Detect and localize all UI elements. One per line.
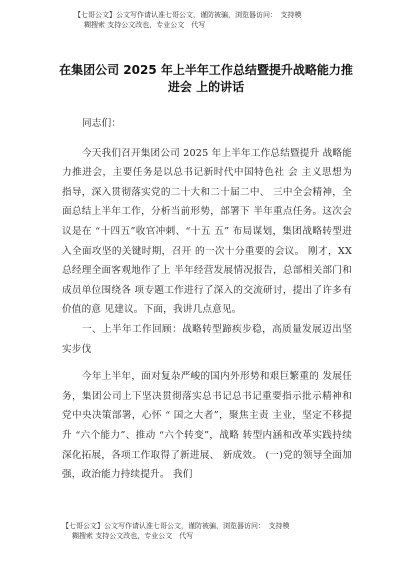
paragraph-intro: 今天我们召开集团公司 2025 年上半年工作总结暨提升 战略能力推进会，主要任务是以总书记新时代中国特色社 会 主义思想为指导，深入贯彻落实党的二十大和二十届二中、 三中全会精神，全面总结上半年工作，分析当前形势，部署下 半年重点任务。这次会议是在 “十四五”收官冲刺、“十五 五” 布局谋划，集团战略转型进入全面攻坚的关键时期，召开 的一次十分重要的会议。 刚才，XX 总经理全面客观地作了上 半年经营发展情况报告，总部相关部门和成员单位围绕各 项专题工作进行了深入的交流研讨，提出了许多有价值的意 见建议。下面，我讲几点意见。 bbox=[62, 147, 353, 316]
page-header bbox=[74, 10, 374, 30]
footer-line-1: 【七哥公文】公文写作请认准七哥公文，谨防被骗，浏览器访问： 支持模 bbox=[62, 522, 290, 530]
footer-line-2: 糊搜索 支持公文改也，专业公文 代写 bbox=[72, 532, 194, 540]
document-title: 在集团公司 2025 年上半年工作总结暨提升战略能力推进会 上的讲话 bbox=[59, 63, 353, 94]
paragraph-review: 今年上半年，面对复杂严峻的国内外形势和艰巨繁重的 发展任务，集团公司上下坚决贯彻落实总书记总书记重要指示批示精神和党中央决策部署，心怀 “ 国之大者”，聚焦主责 主业，坚定不移提升 “六个能力”、推动 “六个转变”，战略 转型内涵和改革实践持续深化拓展，各项工作取得了新进展、 新成效。 (一)党的领导全面加强，政治能力持续提升。 我们 bbox=[62, 371, 352, 481]
header-line-2: 糊搜索 支持公文改也，专业公文 代写 bbox=[84, 21, 206, 29]
document-body bbox=[62, 114, 352, 485]
salutation: 同志们： bbox=[82, 118, 122, 129]
header-line-1: 【七哥公文】公文写作请认准七哥公文，谨防被骗，浏览器访问： 支持模 bbox=[74, 11, 302, 19]
section-heading-1: 一、上半年工作回顾：战略转型蹄疾步稳，高质量发展迈出坚实步伐 bbox=[62, 323, 352, 355]
page-footer bbox=[62, 521, 362, 541]
